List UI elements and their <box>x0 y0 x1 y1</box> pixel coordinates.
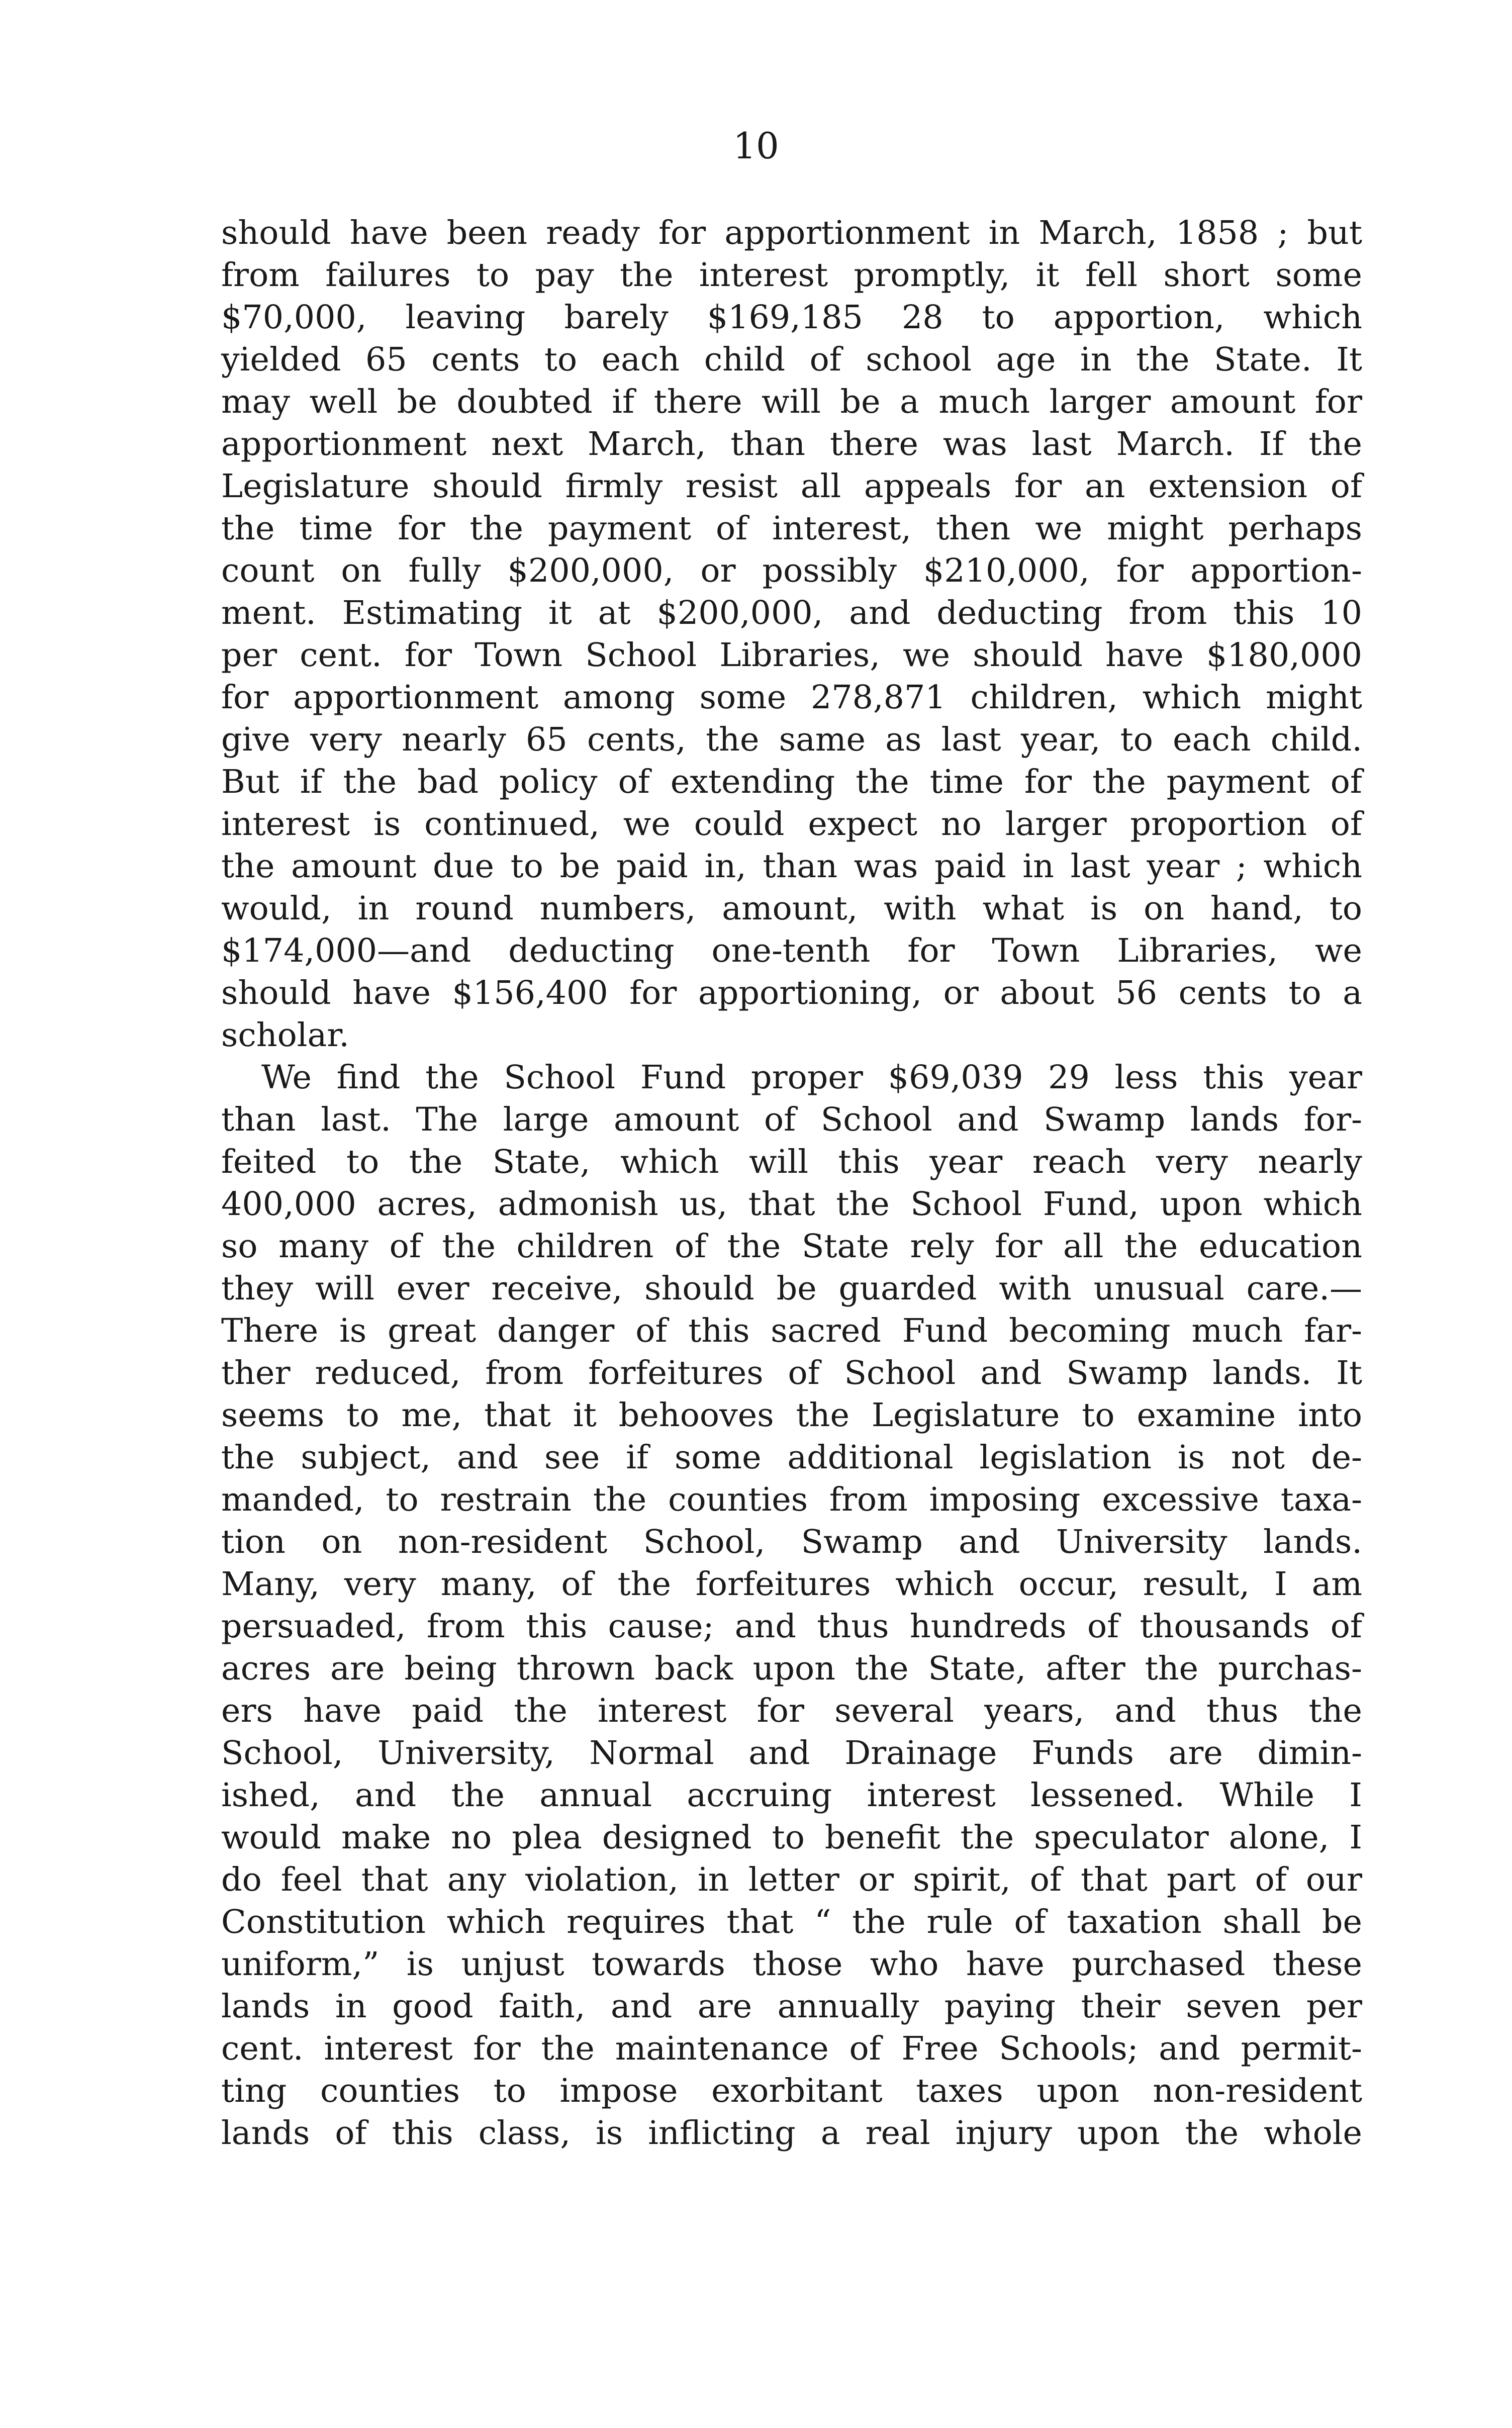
text-line: cent. interest for the maintenance of Free Schools; and permit- <box>221 2030 1362 2068</box>
page-number: 10 <box>733 125 779 167</box>
text-line: should have been ready for apportionment in March, 1858 ; but <box>221 214 1362 252</box>
text-line: give very nearly 65 cents, the same as last year, to each child. <box>221 721 1362 759</box>
text-line: School, University, Normal and Drainage Funds are dimin- <box>221 1734 1362 1772</box>
text-line: for apportionment among some 278,871 children, which might <box>221 679 1362 716</box>
text-line: the time for the payment of interest, then we might perhaps <box>221 510 1362 547</box>
text-line: per cent. for Town School Libraries, we should have $180,000 <box>221 636 1362 674</box>
text-line: ment. Estimating it at $200,000, and deducting from this 10 <box>221 594 1362 632</box>
text-line: should have $156,400 for apportioning, or about 56 cents to a <box>221 974 1362 1012</box>
text-line: Constitution which requires that “ the rule of taxation shall be <box>221 1903 1362 1941</box>
text-line: manded, to restrain the counties from imposing excessive taxa- <box>221 1481 1362 1519</box>
text-line: ished, and the annual accruing interest lessened. While I <box>221 1777 1362 1814</box>
text-line: Many, very many, of the forfeitures which occur, result, I am <box>221 1565 1362 1603</box>
text-line: lands of this class, is inflicting a real injury upon the whole <box>221 2114 1362 2152</box>
text-line: seems to me, that it behooves the Legislature to examine into <box>221 1396 1362 1434</box>
text-line: than last. The large amount of School and Swamp lands for- <box>221 1101 1362 1139</box>
text-line: scholar. <box>221 1016 349 1054</box>
text-line: interest is continued, we could expect no larger proportion of <box>221 805 1362 843</box>
text-line: Legislature should firmly resist all appeals for an extension of <box>221 468 1362 505</box>
text-line: yielded 65 cents to each child of school age in the State. It <box>221 341 1362 379</box>
text-line: lands in good faith, and are annually paying their seven per <box>221 1988 1362 2025</box>
text-line: feited to the State, which will this year reach very nearly <box>221 1143 1362 1181</box>
text-line: would make no plea designed to benefit the speculator alone, I <box>221 1819 1362 1856</box>
text-line: There is great danger of this sacred Fund becoming much far- <box>221 1312 1362 1350</box>
text-line: uniform,” is unjust towards those who have purchased these <box>221 1945 1362 1983</box>
text-line: 400,000 acres, admonish us, that the School Fund, upon which <box>221 1185 1362 1223</box>
text-line: ting counties to impose exorbitant taxes upon non-resident <box>221 2072 1362 2110</box>
text-line: may well be doubted if there will be a much larger amount for <box>221 383 1362 421</box>
text-line: acres are being thrown back upon the State, after the purchas- <box>221 1650 1362 1688</box>
text-line: they will ever receive, should be guarded with unusual care.— <box>221 1270 1362 1308</box>
text-line: count on fully $200,000, or possibly $210,000, for apportion- <box>221 552 1362 590</box>
text-line: do feel that any violation, in letter or spirit, of that part of our <box>221 1861 1362 1899</box>
body-text <box>221 212 1362 2155</box>
text-line: persuaded, from this cause; and thus hundreds of thousands of <box>221 1608 1362 1645</box>
text-line: ers have paid the interest for several years, and thus the <box>221 1692 1362 1730</box>
text-line: ther reduced, from forfeitures of School and Swamp lands. It <box>221 1354 1362 1392</box>
text-line: apportionment next March, than there was last March. If the <box>221 425 1362 463</box>
text-line: tion on non-resident School, Swamp and University lands. <box>221 1523 1362 1561</box>
text-line: $174,000—and deducting one-tenth for Town Libraries, we <box>221 932 1362 970</box>
text-line: would, in round numbers, amount, with what is on hand, to <box>221 890 1362 927</box>
text-line: But if the bad policy of extending the time for the payment of <box>221 763 1362 801</box>
text-line: the subject, and see if some additional legislation is not de- <box>221 1439 1362 1476</box>
text-line: from failures to pay the interest promptly, it fell short some <box>221 256 1362 294</box>
text-line: $70,000, leaving barely $169,185 28 to apportion, which <box>221 299 1362 336</box>
text-line: the amount due to be paid in, than was paid in last year ; which <box>221 848 1362 885</box>
text-line: so many of the children of the State rely for all the education <box>221 1228 1362 1265</box>
text-line: We find the School Fund proper $69,039 29 less this year <box>261 1059 1362 1096</box>
